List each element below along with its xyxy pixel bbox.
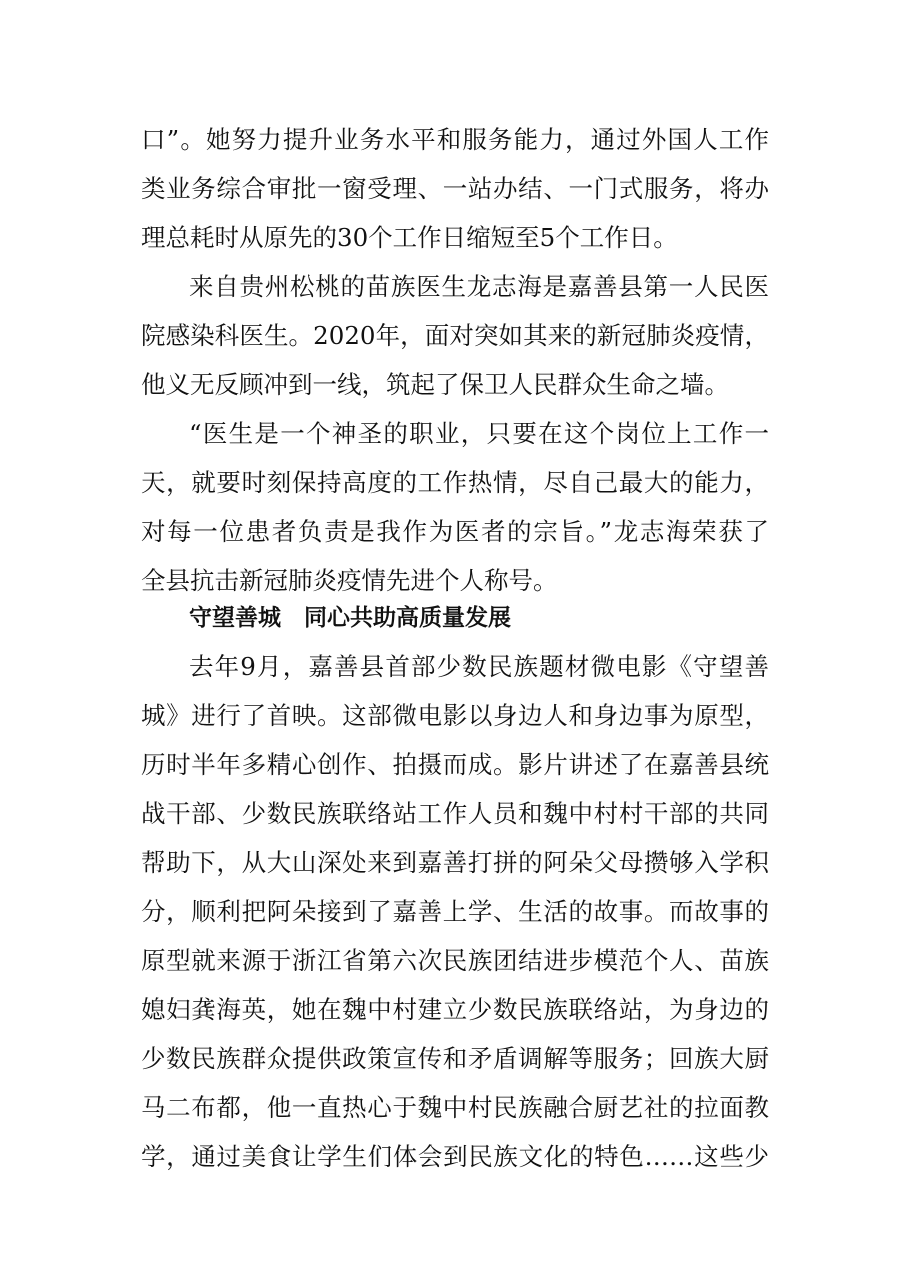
paragraph-line: 媳妇龚海英，她在魏中村建立少数民族联络站，为身边的 <box>141 995 769 1024</box>
paragraph-line: 城》进行了首映。这部微电影以身边人和身边事为原型， <box>141 701 769 730</box>
paragraph-line: 马二布都，他一直热心于魏中村民族融合厨艺社的拉面教 <box>141 1093 769 1122</box>
paragraph-line: 少数民族群众提供政策宣传和矛盾调解等服务；回族大厨 <box>141 1044 769 1073</box>
paragraph-line: 分，顺利把阿朵接到了嘉善上学、生活的故事。而故事的 <box>141 897 769 926</box>
paragraph-line: 战干部、少数民族联络站工作人员和魏中村村干部的共同 <box>141 799 769 828</box>
paragraph-line: 学，通过美食让学生们体会到民族文化的特色……这些少 <box>141 1142 769 1171</box>
paragraph-line: 他义无反顾冲到一线，筑起了保卫人民群众生命之墙。 <box>141 370 729 399</box>
paragraph-line: 类业务综合审批一窗受理、一站办结、一门式服务，将办 <box>141 174 769 203</box>
paragraph-line: 理总耗时从原先的30个工作日缩短至5个工作日。 <box>141 223 678 252</box>
section-heading: 守望善城 同心共助高质量发展 <box>189 605 511 631</box>
paragraph-line: 来自贵州松桃的苗族医生龙志海是嘉善县第一人民医 <box>189 272 769 301</box>
paragraph-line: 原型就来源于浙江省第六次民族团结进步模范个人、苗族 <box>141 946 769 975</box>
paragraph-line: 对每一位患者负责是我作为医者的宗旨。”龙志海荣获了 <box>141 517 769 546</box>
paragraph-line: 帮助下，从大山深处来到嘉善打拼的阿朵父母攒够入学积 <box>141 848 769 877</box>
paragraph-line: “医生是一个神圣的职业，只要在这个岗位上工作一 <box>189 419 769 448</box>
paragraph-line: 口”。她努力提升业务水平和服务能力，通过外国人工作 <box>141 125 769 154</box>
paragraph-line: 历时半年多精心创作、拍摄而成。影片讲述了在嘉善县统 <box>141 750 769 779</box>
paragraph-line: 天，就要时刻保持高度的工作热情，尽自己最大的能力， <box>141 468 769 497</box>
paragraph-line: 全县抗击新冠肺炎疫情先进个人称号。 <box>141 566 558 595</box>
paragraph-line: 院感染科医生。2020年，面对突如其来的新冠肺炎疫情， <box>141 321 769 350</box>
paragraph-line: 去年9月，嘉善县首部少数民族题材微电影《守望善 <box>189 652 769 681</box>
